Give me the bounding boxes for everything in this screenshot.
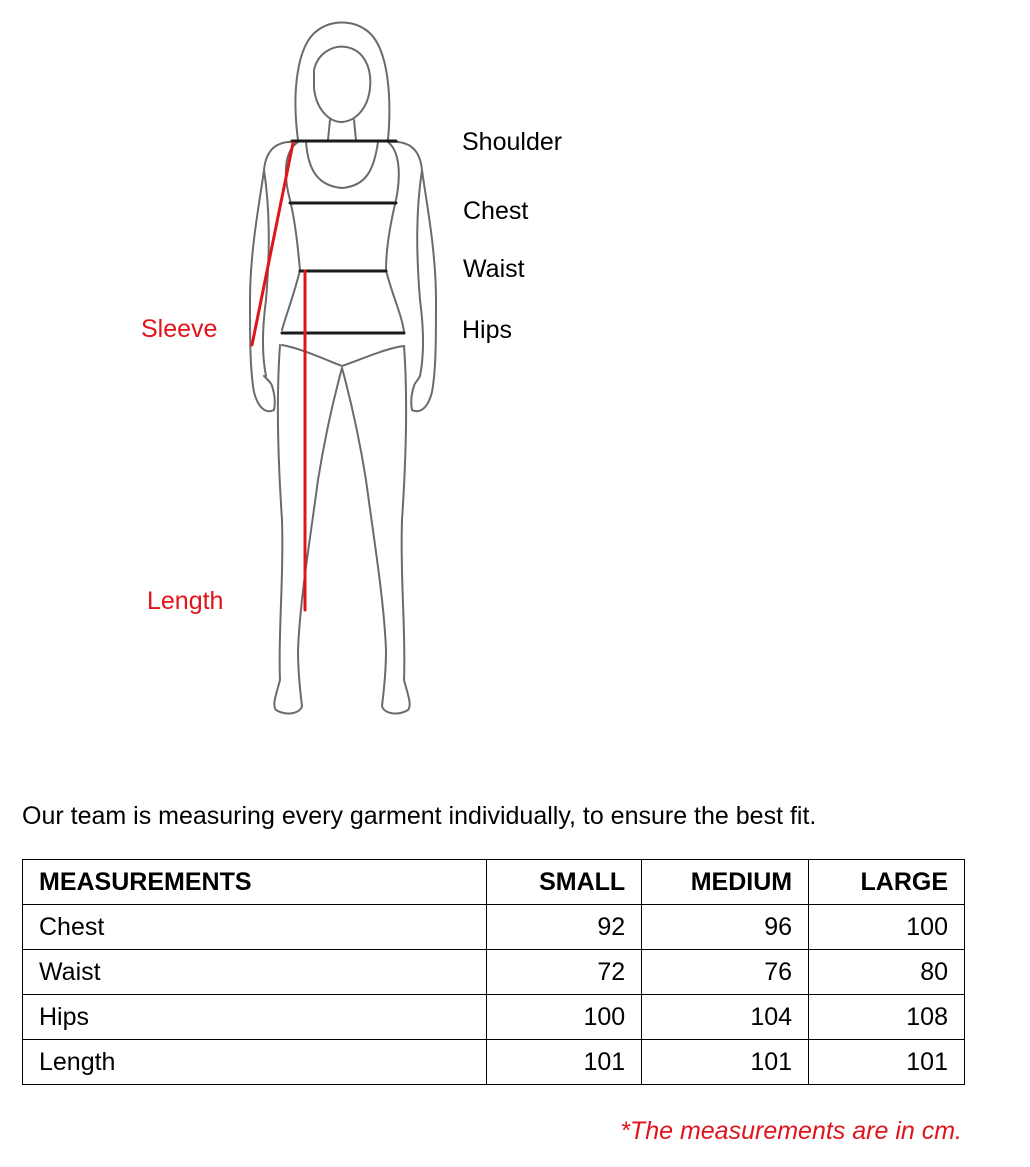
waist-label: Waist: [463, 255, 525, 283]
header-large: LARGE: [809, 860, 965, 905]
cell-large: 101: [809, 1040, 965, 1085]
table-row: [23, 905, 965, 950]
units-note: *The measurements are in cm.: [620, 1117, 962, 1145]
header-medium: MEDIUM: [642, 860, 809, 905]
hips-label: Hips: [462, 316, 513, 344]
row-label: Chest: [23, 905, 487, 950]
measurement-lines: [282, 141, 404, 333]
cell-medium: 96: [642, 905, 809, 950]
cell-large: 80: [809, 950, 965, 995]
cell-medium: 104: [642, 995, 809, 1040]
row-label: Waist: [23, 950, 487, 995]
row-label: Hips: [23, 995, 487, 1040]
table-header-row: [23, 860, 965, 905]
cell-small: 101: [487, 1040, 642, 1085]
row-label: Length: [23, 1040, 487, 1085]
header-small: SMALL: [487, 860, 642, 905]
cell-small: 72: [487, 950, 642, 995]
intro-text: Our team is measuring every garment individually, to ensure the best fit.: [22, 802, 817, 830]
cell-small: 100: [487, 995, 642, 1040]
header-measurements: MEASUREMENTS: [23, 860, 487, 905]
table-row: [23, 950, 965, 995]
cell-small: 92: [487, 905, 642, 950]
table-row: [23, 995, 965, 1040]
length-label: Length: [147, 587, 224, 615]
cell-medium: 101: [642, 1040, 809, 1085]
table-row: [23, 1040, 965, 1085]
figure-outline: [250, 23, 436, 714]
size-chart-table: [22, 859, 965, 1085]
chest-label: Chest: [463, 197, 529, 225]
sleeve-label: Sleeve: [141, 315, 218, 343]
cell-large: 100: [809, 905, 965, 950]
cell-medium: 76: [642, 950, 809, 995]
shoulder-label: Shoulder: [462, 128, 563, 156]
cell-large: 108: [809, 995, 965, 1040]
